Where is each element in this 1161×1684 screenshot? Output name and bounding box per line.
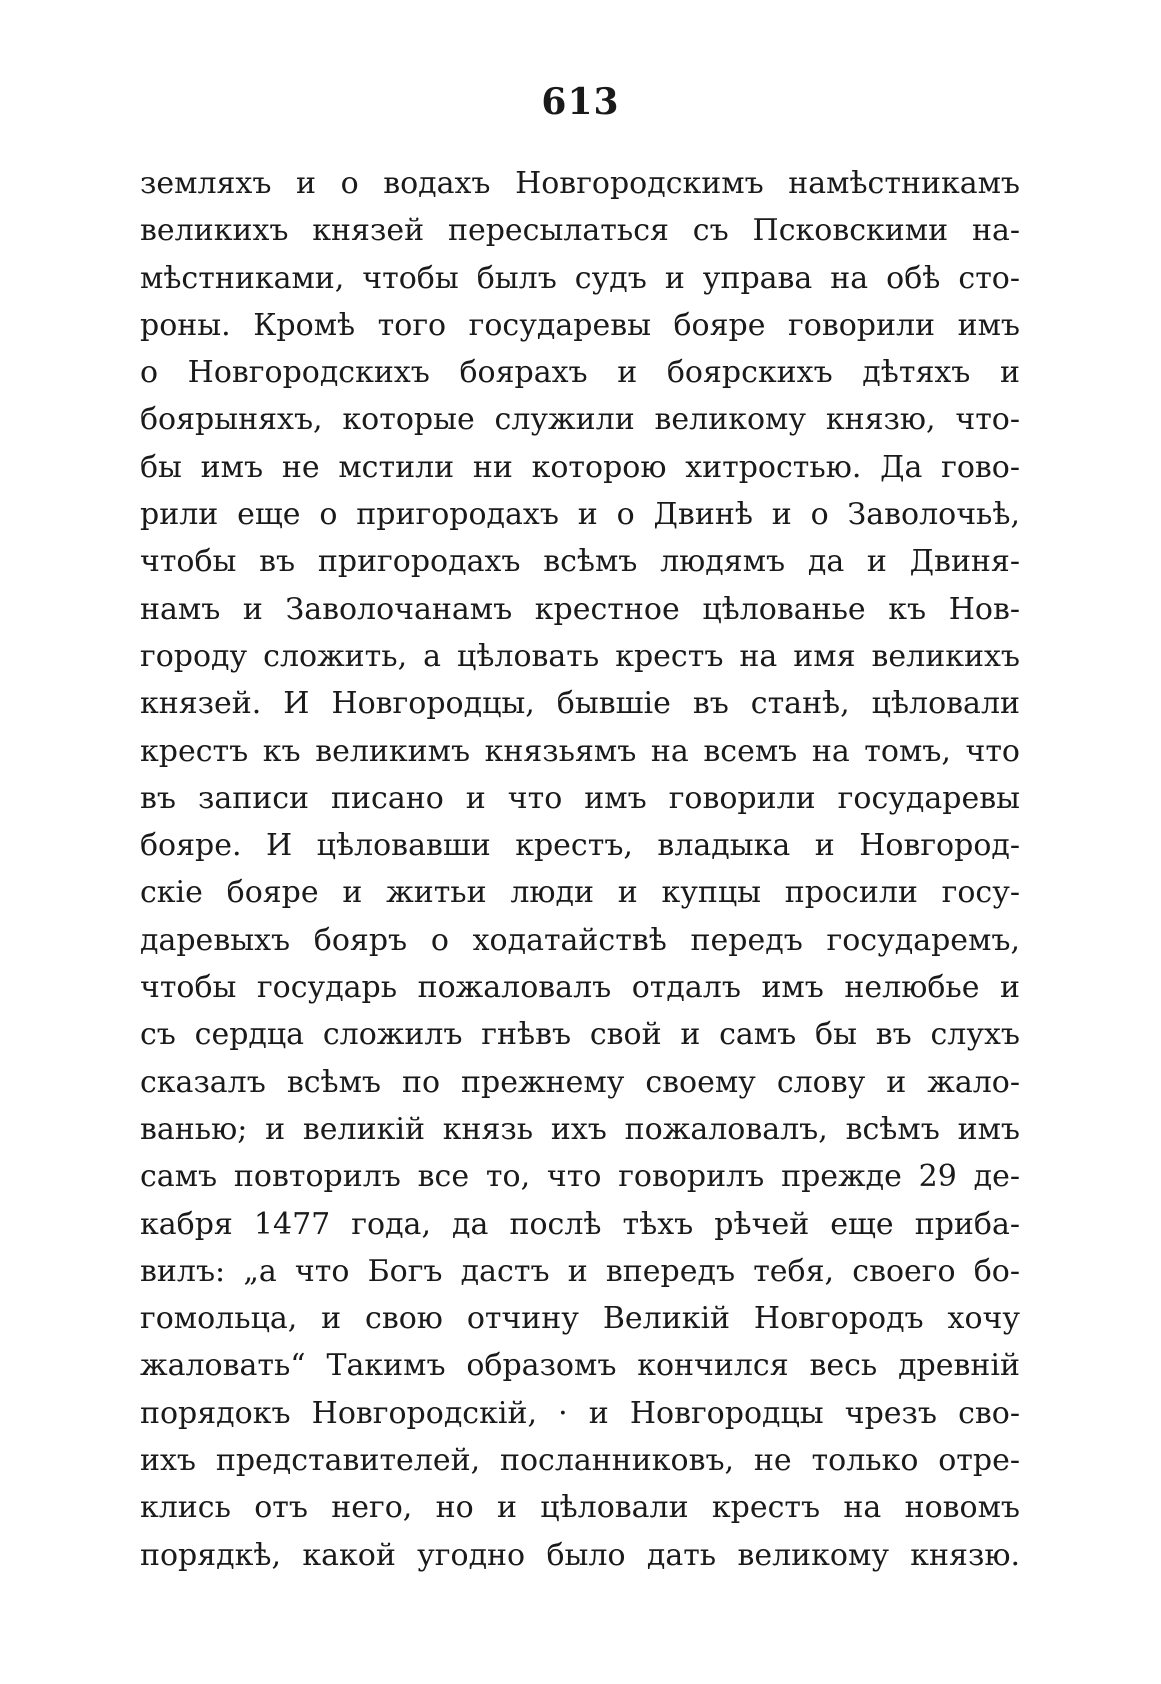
text-line-26: жаловать“ Такимъ образомъ кончился весь древній	[140, 1348, 1020, 1384]
text-line-14: въ записи писано и что имъ говорили государевы	[140, 780, 1020, 816]
text-line-29: клись отъ него, но и цѣловали крестъ на новомъ	[140, 1490, 1020, 1526]
text-body	[140, 160, 1020, 1579]
text-line-8: рили еще о пригородахъ и о Двинѣ и о Заволочьѣ,	[140, 497, 1020, 533]
text-line-20: сказалъ всѣмъ по прежнему своему слову и жало-	[140, 1064, 1020, 1100]
text-line-10: намъ и Заволочанамъ крестное цѣлованье къ Нов-	[140, 591, 1020, 627]
text-line-23: кабря 1477 года, да послѣ тѣхъ рѣчей еще приба-	[140, 1206, 1020, 1242]
text-line-15: бояре. И цѣловавши крестъ, владыка и Новгород-	[140, 828, 1020, 864]
page-number: 613	[541, 81, 620, 123]
text-line-13: крестъ къ великимъ князьямъ на всемъ на томъ, что	[140, 733, 1020, 769]
text-line-16: скіе бояре и житьи люди и купцы просили госу-	[140, 875, 1020, 911]
text-line-17: даревыхъ бояръ о ходатайствѣ передъ государемъ,	[140, 922, 1020, 958]
text-line-12: князей. И Новгородцы, бывшіе въ станѣ, цѣловали	[140, 686, 1020, 722]
text-line-21: ванью; и великій князь ихъ пожаловалъ, всѣмъ имъ	[140, 1111, 1020, 1147]
text-line-1: земляхъ и о водахъ Новгородскимъ намѣстникамъ	[140, 166, 1020, 201]
text-line-4: роны. Кромѣ того государевы бояре говорили имъ	[140, 307, 1020, 343]
text-line-24: вилъ: „а что Богъ дастъ и впередъ тебя, своего бо-	[140, 1253, 1020, 1289]
text-line-2: великихъ князей пересылаться съ Псковскими на-	[140, 213, 1020, 249]
text-line-18: чтобы государь пожаловалъ отдалъ имъ нелюбье и	[140, 970, 1020, 1006]
text-line-5: о Новгородскихъ боярахъ и боярскихъ дѣтяхъ и	[140, 355, 1020, 391]
text-line-7: бы имъ не мстили ни которою хитростью. Да гово-	[140, 449, 1020, 485]
text-line-30: порядкѣ, какой угодно было дать великому князю.	[140, 1537, 1020, 1573]
text-line-22: самъ повторилъ все то, что говорилъ прежде 29 де-	[140, 1159, 1020, 1195]
text-line-9: чтобы въ пригородахъ всѣмъ людямъ да и Двиня-	[140, 544, 1020, 580]
text-line-27: порядокъ Новгородскій, · и Новгородцы чрезъ сво-	[140, 1395, 1020, 1431]
text-line-28: ихъ представителей, посланниковъ, не только отре-	[140, 1443, 1020, 1479]
text-line-25: гомольца, и свою отчину Великій Новгородъ хочу	[140, 1301, 1020, 1337]
text-line-6: боярыняхъ, которые служили великому князю, что-	[140, 402, 1020, 438]
text-line-3: мѣстниками, чтобы былъ судъ и управа на обѣ сто-	[140, 260, 1020, 296]
text-line-19: съ сердца сложилъ гнѣвъ свой и самъ бы въ слухъ	[140, 1017, 1020, 1053]
text-line-11: городу сложить, а цѣловать крестъ на имя великихъ	[140, 638, 1020, 674]
